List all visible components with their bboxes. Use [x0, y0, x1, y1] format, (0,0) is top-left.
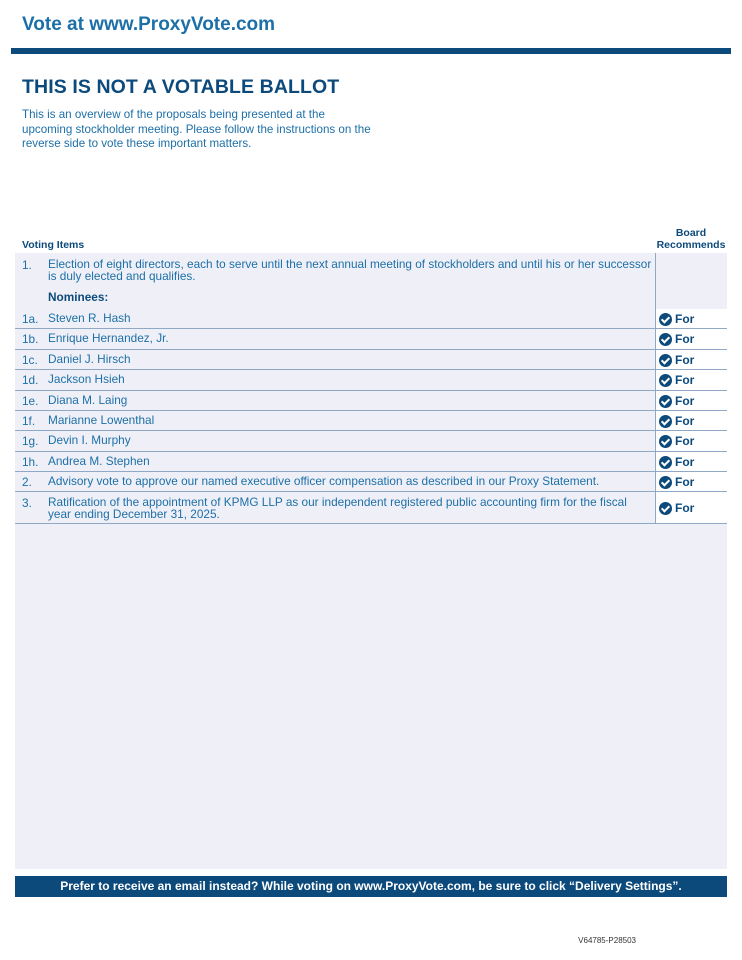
table-row [15, 350, 727, 370]
recommendation-label: For [675, 373, 695, 387]
item-number: 3. [22, 496, 32, 510]
check-circle-icon [659, 395, 672, 408]
recommendation-for [659, 312, 694, 326]
item-text: Steven R. Hash [48, 311, 131, 325]
item-text: Advisory vote to approve our named executive officer compensation as described in our Proxy Statement. [48, 474, 600, 488]
nominees-label: Nominees: [48, 290, 109, 304]
page-title: THIS IS NOT A VOTABLE BALLOT [22, 76, 340, 98]
recommendation-for [659, 501, 694, 515]
recommendation-cell [655, 472, 727, 491]
document-code: V64785-P28503 [578, 936, 636, 945]
item-text: Jackson Hsieh [48, 372, 125, 386]
table-row [15, 431, 727, 452]
table-row [15, 411, 727, 431]
table-row [15, 472, 727, 492]
item-number: 1d. [22, 373, 39, 387]
header-divider [11, 48, 731, 54]
recommendation-cell [655, 253, 727, 309]
check-circle-icon [659, 476, 672, 489]
recommendation-label: For [675, 475, 695, 489]
item-number: 1b. [22, 332, 39, 346]
table-row [15, 309, 727, 329]
proposal-row [15, 253, 727, 309]
board-recommends-line2: Recommends [656, 238, 726, 251]
table-row [15, 452, 727, 472]
recommendation-label: For [675, 434, 695, 448]
recommendation-cell [655, 492, 727, 523]
table-row [15, 370, 727, 391]
voting-items-header: Voting Items [22, 239, 85, 251]
item-text: Daniel J. Hirsch [48, 352, 131, 366]
item-text: Marianne Lowenthal [48, 413, 155, 427]
table-row [15, 391, 727, 411]
recommendation-for [659, 434, 694, 448]
item-number: 1c. [22, 353, 38, 367]
item-number: 1f. [22, 414, 36, 428]
recommendation-label: For [675, 501, 695, 515]
recommendation-for [659, 475, 694, 489]
item-number: 1g. [22, 434, 39, 448]
recommendation-for [659, 332, 694, 346]
item-text: Devin I. Murphy [48, 433, 131, 447]
recommendation-cell [655, 431, 727, 451]
recommendation-cell [655, 329, 727, 349]
item-number: 1h. [22, 455, 39, 469]
item-text: Diana M. Laing [48, 393, 128, 407]
recommendation-for [659, 353, 694, 367]
item-text: Ratification of the appointment of KPMG LLP as our independent registered public accounting firm for the fiscal year ending December 31, 2025. [48, 495, 627, 521]
recommendation-label: For [675, 312, 695, 326]
check-circle-icon [659, 456, 672, 469]
item-text: Andrea M. Stephen [48, 454, 150, 468]
check-circle-icon [659, 354, 672, 367]
proposal-text: Election of eight directors, each to serve until the next annual meeting of stockholders and until his or her successor is duly elected and qualifies. [48, 257, 652, 283]
recommendation-for [659, 394, 694, 408]
recommendation-cell [655, 350, 727, 369]
recommendation-cell [655, 391, 727, 410]
table-row [15, 329, 727, 350]
item-number: 1e. [22, 394, 39, 408]
recommendation-label: For [675, 353, 695, 367]
check-circle-icon [659, 415, 672, 428]
recommendation-cell [655, 309, 727, 328]
check-circle-icon [659, 374, 672, 387]
recommendation-for [659, 373, 694, 387]
table-row [15, 492, 727, 524]
recommendation-label: For [675, 414, 695, 428]
recommendation-cell [655, 370, 727, 390]
recommendation-label: For [675, 332, 695, 346]
recommendation-cell [655, 411, 727, 430]
item-number: 2. [22, 475, 32, 489]
check-circle-icon [659, 313, 672, 326]
recommendation-label: For [675, 455, 695, 469]
check-circle-icon [659, 502, 672, 515]
board-recommends-line1: Board [675, 227, 707, 239]
item-text: Enrique Hernandez, Jr. [48, 331, 169, 345]
recommendation-for [659, 414, 694, 428]
recommendation-cell [655, 452, 727, 471]
intro-text: This is an overview of the proposals being presented at the upcoming stockholder meeting. Please follow the instructions on the reverse side to vote these important matters. [22, 108, 371, 151]
item-number: 1a. [22, 312, 39, 326]
recommendation-label: For [675, 394, 695, 408]
board-recommends-header [652, 228, 730, 251]
proxyvote-link[interactable]: Vote at www.ProxyVote.com [22, 14, 276, 35]
check-circle-icon [659, 435, 672, 448]
delivery-settings-banner: Prefer to receive an email instead? While voting on www.ProxyVote.com, be sure to click “Delivery Settings”. [15, 876, 727, 897]
proposal-number: 1. [22, 258, 32, 272]
check-circle-icon [659, 333, 672, 346]
recommendation-for [659, 455, 694, 469]
